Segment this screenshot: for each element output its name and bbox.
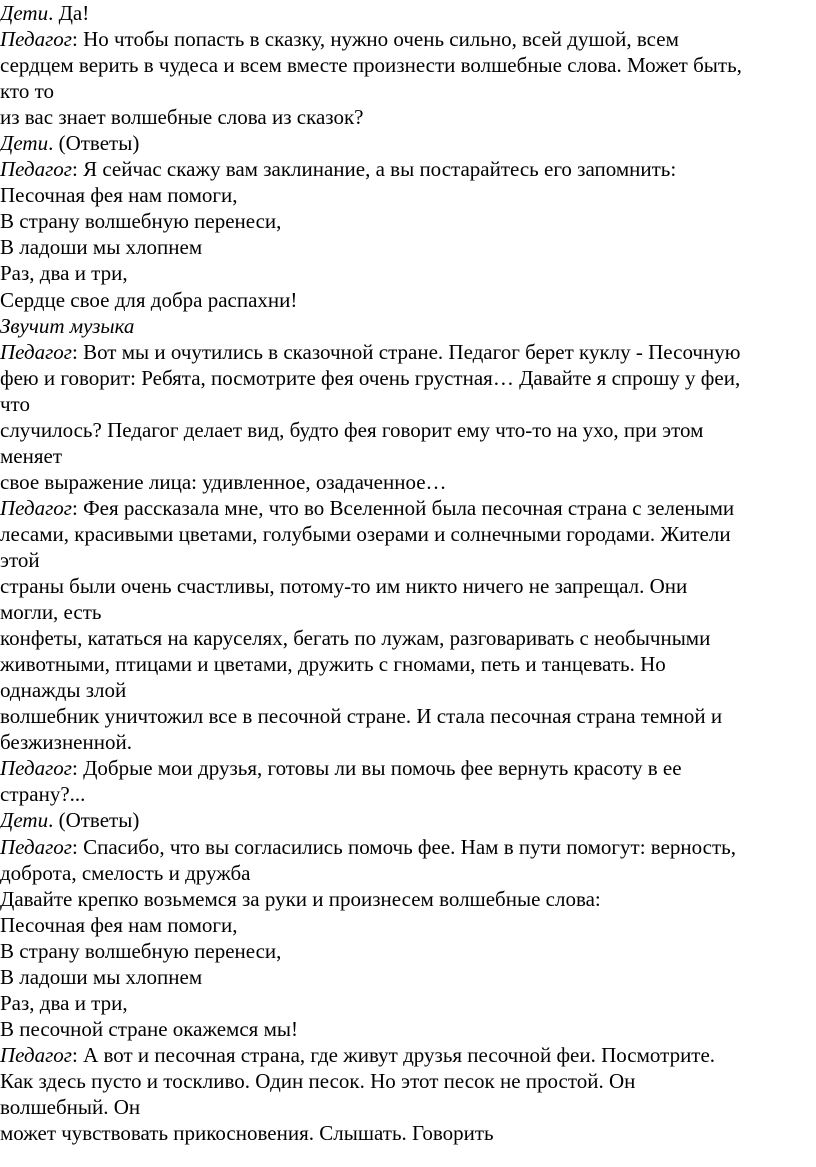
- line-text: : Добрые мои друзья, готовы ли вы помочь фее вернуть красоту в ее: [71, 756, 682, 781]
- line-text: . (Ответы): [48, 808, 140, 833]
- line-text: свое выражение лица: удивленное, озадаченное…: [0, 469, 447, 494]
- line-text: В песочной стране окажемся мы!: [0, 1016, 298, 1041]
- text-line: [0, 234, 816, 260]
- line-text: волшебник уничтожил все в песочной стране. И стала песочная страна темной и: [0, 704, 723, 729]
- line-text: : А вот и песочная страна, где живут друзья песочной феи. Посмотрите.: [71, 1042, 716, 1067]
- line-text: страны были очень счастливы, потому-то им никто ничего не запрещал. Они: [0, 574, 688, 599]
- text-line: [0, 287, 816, 313]
- speaker-label: Дети: [0, 131, 49, 156]
- text-line: [0, 339, 816, 365]
- text-line: [0, 573, 816, 599]
- line-text: . Да!: [48, 1, 90, 25]
- line-text: могли, есть: [0, 600, 102, 625]
- text-line: [0, 547, 816, 573]
- line-text: Сердце свое для добра распахни!: [0, 287, 298, 312]
- text-line: [0, 834, 816, 860]
- line-text: доброта, смелость и дружба: [0, 860, 251, 885]
- text-line: [0, 860, 816, 886]
- line-text: : Но чтобы попасть в сказку, нужно очень сильно, всей душой, всем: [71, 27, 679, 52]
- line-text: В страну волшебную перенеси,: [0, 209, 282, 234]
- text-line: [0, 104, 816, 130]
- speaker-label: Дети: [0, 1, 49, 25]
- text-line: [0, 938, 816, 964]
- line-text: волшебный. Он: [0, 1094, 141, 1119]
- line-text: фею и говорит: Ребята, посмотрите фея очень грустная… Давайте я спрошу у феи,: [0, 365, 741, 390]
- speaker-label: Звучит музыка: [0, 313, 135, 338]
- line-text: из вас знает волшебные слова из сказок?: [0, 105, 364, 130]
- text-line: [0, 912, 816, 938]
- text-line: [0, 625, 816, 651]
- line-text: Давайте крепко возьмемся за руки и произнесем волшебные слова:: [0, 886, 601, 911]
- text-line: [0, 807, 816, 833]
- text-line: [0, 260, 816, 286]
- text-line: [0, 781, 816, 807]
- line-text: может чувствовать прикосновения. Слышать. Говорить: [0, 1121, 494, 1146]
- line-text: безжизненной.: [0, 730, 132, 755]
- text-line: [0, 182, 816, 208]
- line-text: . (Ответы): [48, 131, 140, 156]
- text-line: [0, 26, 816, 52]
- text-line: [0, 495, 816, 521]
- line-text: В страну волшебную перенеси,: [0, 938, 282, 963]
- text-line: [0, 78, 816, 104]
- text-line: [0, 703, 816, 729]
- text-line: [0, 417, 816, 443]
- line-text: сердцем верить в чудеса и всем вместе произнести волшебные слова. Может быть,: [0, 53, 742, 78]
- line-text: : Спасибо, что вы согласились помочь фее. Нам в пути помогут: верность,: [71, 834, 736, 859]
- line-text: страну?...: [0, 782, 86, 807]
- speaker-label: Педагог: [0, 756, 72, 781]
- line-text: В ладоши мы хлопнем: [0, 964, 203, 989]
- speaker-label: Педагог: [0, 1042, 72, 1067]
- text-line: [0, 729, 816, 755]
- text-line: [0, 886, 816, 912]
- line-text: конфеты, кататься на каруселях, бегать по лужам, разговаривать с необычными: [0, 626, 711, 651]
- text-line: [0, 990, 816, 1016]
- text-line: [0, 1120, 816, 1146]
- line-text: : Фея рассказала мне, что во Вселенной была песочная страна с зелеными: [71, 495, 735, 520]
- line-text: кто то: [0, 79, 54, 104]
- line-text: лесами, красивыми цветами, голубыми озерами и солнечными городами. Жители: [0, 521, 731, 546]
- speaker-label: Дети: [0, 808, 49, 833]
- speaker-label: Педагог: [0, 339, 72, 364]
- line-text: Раз, два и три,: [0, 990, 128, 1015]
- text-line: [0, 1094, 816, 1120]
- text-line: [0, 365, 816, 391]
- line-text: животными, птицами и цветами, дружить с гномами, петь и танцевать. Но: [0, 652, 666, 677]
- line-text: В ладоши мы хлопнем: [0, 235, 203, 260]
- text-line: [0, 208, 816, 234]
- text-line: [0, 469, 816, 495]
- text-line: [0, 1068, 816, 1094]
- line-text: что: [0, 391, 30, 416]
- line-text: меняет: [0, 443, 63, 468]
- line-text: этой: [0, 547, 40, 572]
- speaker-label: Педагог: [0, 157, 72, 182]
- line-text: случилось? Педагог делает вид, будто фея говорит ему что-то на ухо, при этом: [0, 417, 704, 442]
- text-line: [0, 52, 816, 78]
- text-line: [0, 521, 816, 547]
- text-line: [0, 964, 816, 990]
- text-line: [0, 0, 816, 26]
- text-line: [0, 677, 816, 703]
- text-line: [0, 1042, 816, 1068]
- text-line: [0, 599, 816, 625]
- text-line: [0, 130, 816, 156]
- line-text: Песочная фея нам помоги,: [0, 183, 238, 208]
- text-line: [0, 651, 816, 677]
- text-line: [0, 156, 816, 182]
- line-text: однажды злой: [0, 678, 127, 703]
- line-text: : Я сейчас скажу вам заклинание, а вы постарайтесь его запомнить:: [71, 157, 677, 182]
- text-line: [0, 391, 816, 417]
- speaker-label: Педагог: [0, 834, 72, 859]
- line-text: : Вот мы и очутились в сказочной стране. Педагог берет куклу - Песочную: [71, 339, 741, 364]
- line-text: Раз, два и три,: [0, 261, 128, 286]
- speaker-label: Педагог: [0, 495, 72, 520]
- text-line: [0, 755, 816, 781]
- text-line: [0, 443, 816, 469]
- line-text: Как здесь пусто и тоскливо. Один песок. Но этот песок не простой. Он: [0, 1068, 636, 1093]
- text-line: [0, 1016, 816, 1042]
- speaker-label: Педагог: [0, 27, 72, 52]
- text-line: [0, 313, 816, 339]
- line-text: Песочная фея нам помоги,: [0, 912, 238, 937]
